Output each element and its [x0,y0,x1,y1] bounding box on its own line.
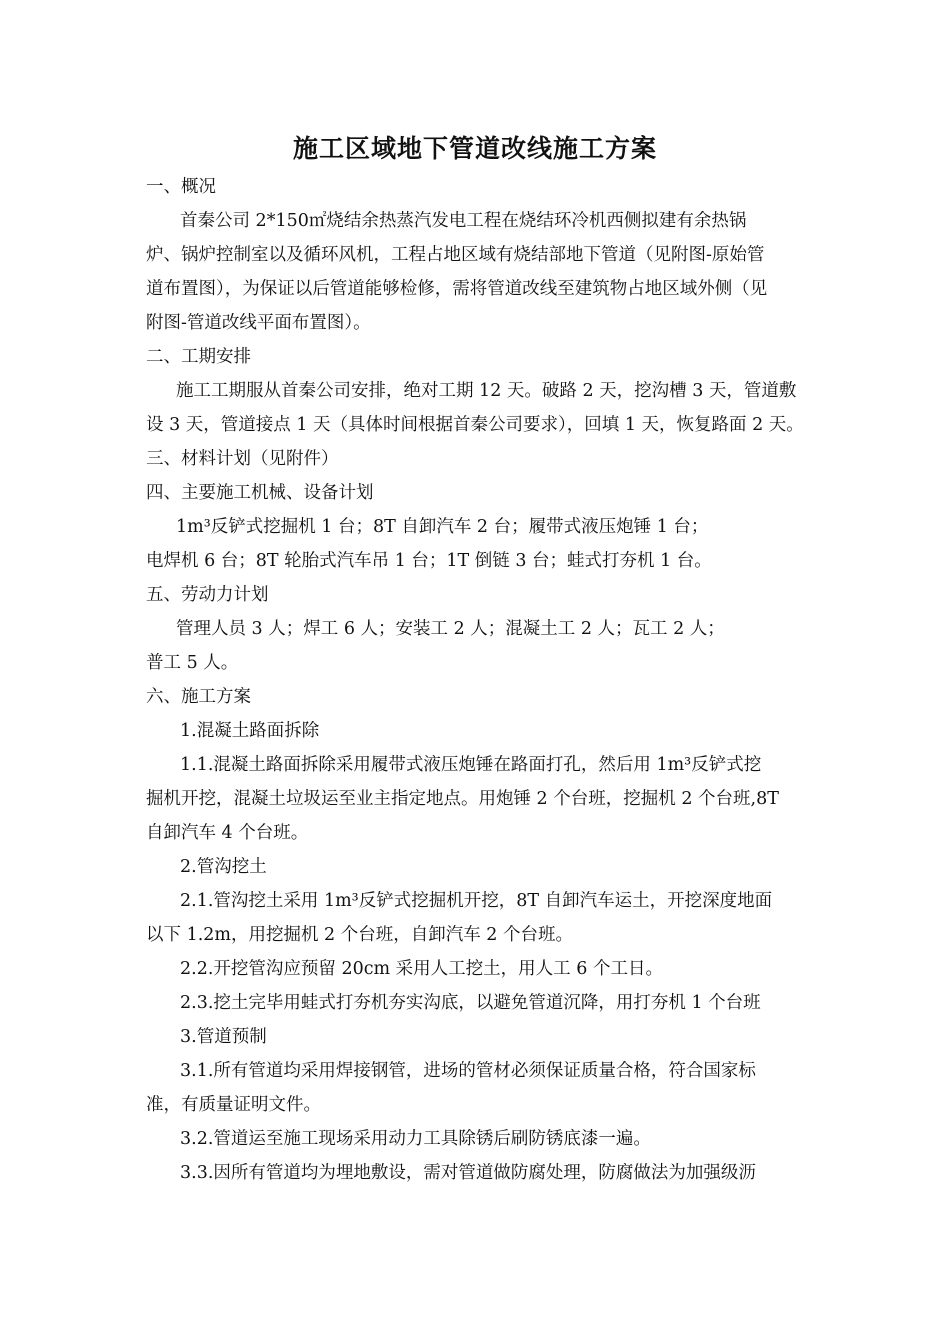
section-heading-equipment: 四、主要施工机械、设备计划 [146,483,374,503]
subheading-line: 2.管沟挖土 [180,857,267,877]
paragraph-line: 3.1.所有管道均采用焊接钢管，进场的管材必须保证质量合格，符合国家标 [180,1061,756,1081]
paragraph-line: 道布置图），为保证以后管道能够检修，需将管道改线至建筑物占地区域外侧（见 [146,279,768,299]
paragraph-line: 2.2.开挖管沟应预留 20cm 采用人工挖土，用人工 6 个工日。 [180,959,663,979]
paragraph-line: 准，有质量证明文件。 [146,1095,321,1115]
document-title: 施工区域地下管道改线施工方案 [292,134,657,163]
paragraph-line: 普工 5 人。 [146,653,239,673]
paragraph-line: 自卸汽车 4 个台班。 [146,823,309,843]
paragraph-line: 3.3.因所有管道均为埋地敷设，需对管道做防腐处理，防腐做法为加强级沥 [180,1163,756,1183]
section-heading-plan: 六、施工方案 [146,687,251,707]
section-heading-labor: 五、劳动力计划 [146,585,269,605]
section-heading-materials: 三、材料计划（见附件） [146,449,339,469]
paragraph-line: 附图-管道改线平面布置图）。 [146,313,371,333]
paragraph-line: 掘机开挖，混凝土垃圾运至业主指定地点。用炮锤 2 个台班，挖掘机 2 个台班,8T [146,789,779,809]
paragraph-line: 电焊机 6 台；8T 轮胎式汽车吊 1 台；1T 倒链 3 台；蛙式打夯机 1 台。 [146,551,712,571]
subheading-line: 3.管道预制 [180,1027,267,1047]
paragraph-line: 2.3.挖土完毕用蛙式打夯机夯实沟底，以避免管道沉降，用打夯机 1 个台班 [180,993,761,1013]
paragraph-line: 施工工期服从首秦公司安排，绝对工期 12 天。破路 2 天，挖沟槽 3 天，管道敷 [176,381,797,401]
paragraph-line: 炉、锅炉控制室以及循环风机，工程占地区域有烧结部地下管道（见附图-原始管 [146,245,765,265]
section-heading-overview: 一、概况 [146,177,216,197]
section-heading-schedule: 二、工期安排 [146,347,251,367]
paragraph-line: 3.2.管道运至施工现场采用动力工具除锈后刷防锈底漆一遍。 [180,1129,651,1149]
subheading-line: 1.混凝土路面拆除 [180,721,320,741]
paragraph-line: 设 3 天，管道接点 1 天（具体时间根据首秦公司要求），回填 1 天，恢复路面 2 天。 [146,415,804,435]
paragraph-line: 管理人员 3 人；焊工 6 人；安装工 2 人；混凝土工 2 人；瓦工 2 人； [176,619,725,639]
paragraph-line: 以下 1.2m，用挖掘机 2 个台班，自卸汽车 2 个台班。 [146,925,574,945]
document-body [146,170,810,1190]
paragraph-line: 2.1.管沟挖土采用 1m³反铲式挖掘机开挖，8T 自卸汽车运土，开挖深度地面 [180,891,773,911]
paragraph-line: 首秦公司 2*150㎡烧结余热蒸汽发电工程在烧结环冷机西侧拟建有余热锅 [180,211,747,231]
paragraph-line: 1.1.混凝土路面拆除采用履带式液压炮锤在路面打孔，然后用 1m³反铲式挖 [180,755,762,775]
paragraph-line: 1m³反铲式挖掘机 1 台；8T 自卸汽车 2 台；履带式液压炮锤 1 台； [176,517,709,537]
